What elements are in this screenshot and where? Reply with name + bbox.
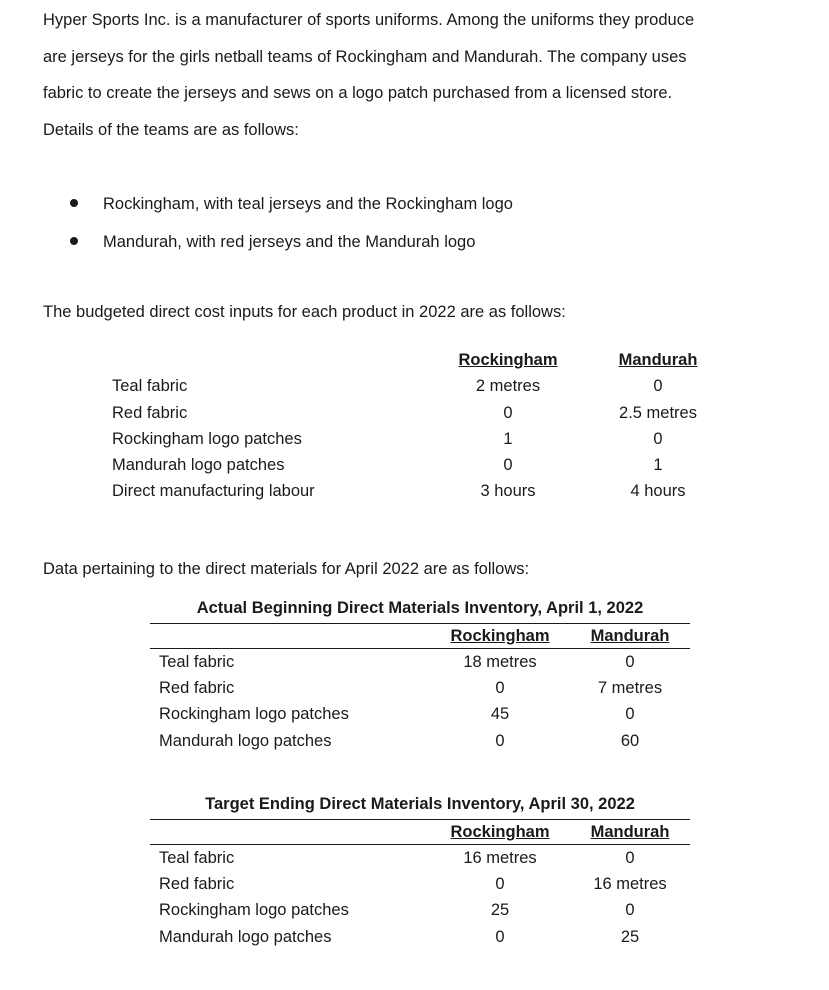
intro-line: Details of the teams are as follows:	[43, 120, 299, 139]
intro-line: Hyper Sports Inc. is a manufacturer of sports uniforms. Among the uniforms they produce	[43, 11, 695, 29]
budget-cell: 3 hours	[480, 482, 536, 500]
ending-cell: 25	[620, 928, 640, 946]
ending-cell: 0	[495, 875, 505, 893]
list-item: Mandurah, with red jerseys and the Mandurah logo	[60, 224, 513, 262]
beginning-row-label: Red fabric	[159, 679, 235, 697]
ending-row-label: Rockingham logo patches	[159, 901, 349, 919]
budget-row-label: Teal fabric	[112, 377, 188, 395]
ending-header-rule	[150, 844, 690, 845]
beginning-row-label: Rockingham logo patches	[159, 705, 349, 723]
ending-row-label: Red fabric	[159, 875, 235, 893]
beginning-header-rule	[150, 648, 690, 649]
beginning-row-label: Mandurah logo patches	[159, 732, 332, 750]
beginning-cell: 45	[490, 705, 510, 723]
beginning-cell: 0	[625, 653, 635, 671]
beginning-cell: 60	[620, 732, 640, 750]
budget-cell: 0	[503, 456, 513, 474]
ending-cell: 0	[625, 901, 635, 919]
budget-cell: 1	[653, 456, 663, 474]
ending-cell: 0	[495, 928, 505, 946]
beginning-cell: 7 metres	[597, 679, 663, 697]
teams-list	[60, 186, 513, 262]
beginning-cell: 0	[495, 679, 505, 697]
ending-cell: 0	[625, 849, 635, 867]
beginning-title: Actual Beginning Direct Materials Inventory, April 1, 2022	[196, 599, 644, 617]
ending-row-label: Teal fabric	[159, 849, 235, 867]
beginning-cell: 0	[495, 732, 505, 750]
materials-intro: Data pertaining to the direct materials for April 2022 are as follows:	[43, 560, 530, 578]
ending-title-rule	[150, 819, 690, 820]
budget-col-rockingham: Rockingham	[458, 351, 558, 369]
beginning-title-rule	[150, 623, 690, 624]
budget-cell: 0	[653, 430, 663, 448]
ending-cell: 16 metres	[593, 875, 667, 893]
budget-cell: 2 metres	[475, 377, 541, 395]
budget-row-label: Rockingham logo patches	[112, 430, 302, 448]
budget-cell: 2.5 metres	[619, 404, 697, 422]
beginning-row-label: Teal fabric	[159, 653, 235, 671]
ending-title: Target Ending Direct Materials Inventory, April 30, 2022	[205, 795, 635, 813]
list-item: Rockingham, with teal jerseys and the Rockingham logo	[60, 186, 513, 224]
budget-cell: 1	[503, 430, 513, 448]
ending-cell: 16 metres	[463, 849, 537, 867]
ending-col-mandurah: Mandurah	[590, 823, 670, 841]
budget-cell: 4 hours	[630, 482, 686, 500]
budget-cell: 0	[653, 377, 663, 395]
intro-line: fabric to create the jerseys and sews on a logo patch purchased from a licensed store.	[43, 84, 673, 102]
intro-paragraph	[43, 2, 823, 148]
budget-cell: 0	[503, 404, 513, 422]
budget-row-label: Red fabric	[112, 404, 188, 422]
intro-line: are jerseys for the girls netball teams of Rockingham and Mandurah. The company uses	[43, 47, 687, 66]
budget-col-mandurah: Mandurah	[618, 351, 698, 369]
beginning-cell: 0	[625, 705, 635, 723]
beginning-col-mandurah: Mandurah	[590, 627, 670, 645]
budget-row-label: Mandurah logo patches	[112, 456, 285, 474]
budget-intro: The budgeted direct cost inputs for each product in 2022 are as follows:	[43, 303, 566, 321]
ending-col-rockingham: Rockingham	[450, 823, 550, 841]
beginning-cell: 18 metres	[463, 653, 537, 671]
beginning-col-rockingham: Rockingham	[450, 627, 550, 645]
ending-cell: 25	[490, 901, 510, 919]
ending-row-label: Mandurah logo patches	[159, 928, 332, 946]
budget-row-label: Direct manufacturing labour	[112, 482, 315, 500]
